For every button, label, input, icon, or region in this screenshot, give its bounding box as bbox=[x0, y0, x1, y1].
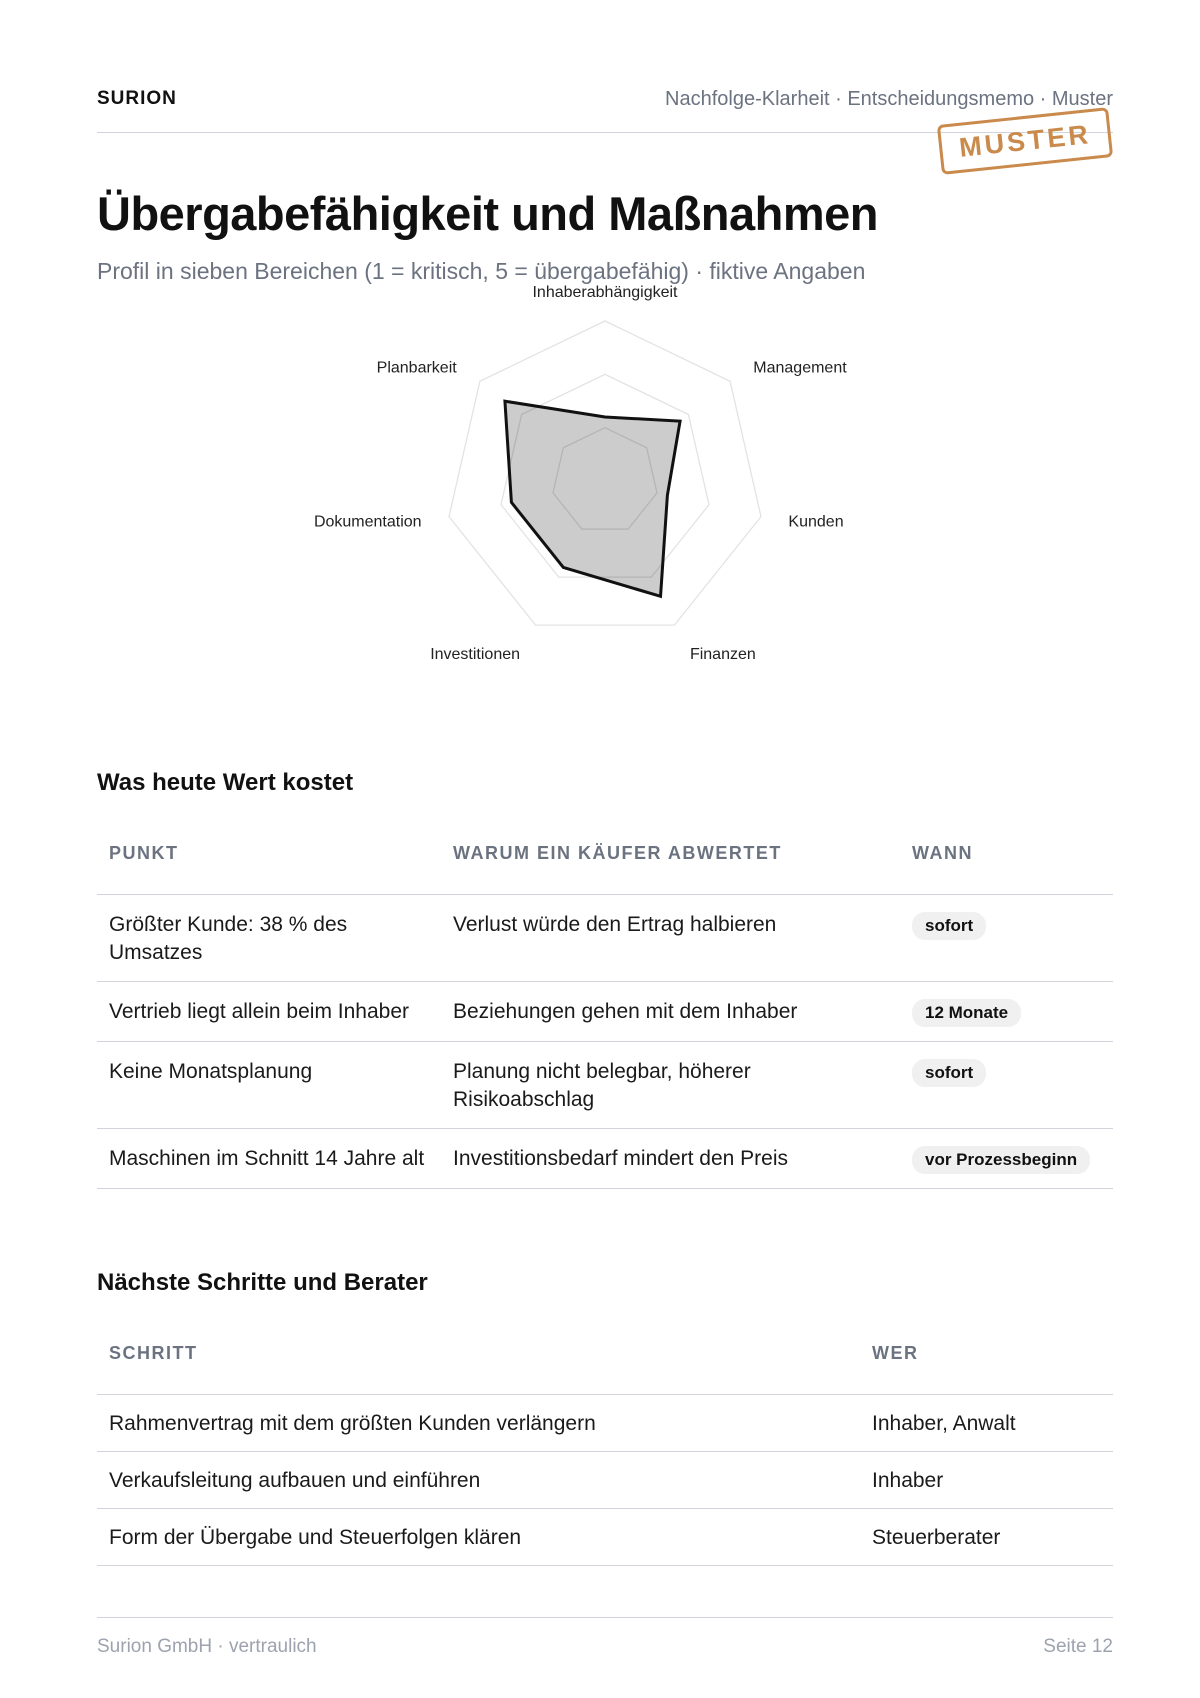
cell-punkt: Maschinen im Schnitt 14 Jahre alt bbox=[97, 1129, 441, 1189]
radar-data bbox=[505, 401, 680, 596]
header-meta: Nachfolge-Klarheit · Entscheidungsmemo · Muster bbox=[665, 88, 1113, 110]
footer-divider bbox=[97, 1617, 1113, 1618]
cell-warum: Planung nicht belegbar, höherer Risikoabschlag bbox=[441, 1042, 900, 1129]
table-row bbox=[97, 1395, 1113, 1452]
column-header-punkt: PUNKT bbox=[97, 812, 441, 895]
cell-wann bbox=[900, 895, 1113, 982]
cell-wer: Steuerberater bbox=[860, 1509, 1113, 1566]
radar-axis-label: Inhaberabhängigkeit bbox=[532, 284, 678, 301]
cell-punkt: Größter Kunde: 38 % des Umsatzes bbox=[97, 895, 441, 982]
value-risks-table bbox=[97, 812, 1113, 1189]
table-row bbox=[97, 1129, 1113, 1189]
page-header bbox=[97, 88, 1113, 112]
cell-schritt: Verkaufsleitung aufbauen und einführen bbox=[97, 1452, 860, 1509]
timing-badge: 12 Monate bbox=[912, 999, 1021, 1027]
cell-punkt: Keine Monatsplanung bbox=[97, 1042, 441, 1129]
next-steps-table bbox=[97, 1312, 1113, 1566]
radar-axis-label: Kunden bbox=[788, 513, 844, 531]
radar-axis-label: Planbarkeit bbox=[376, 359, 457, 377]
brand-name: SURION bbox=[97, 88, 177, 109]
cell-wer: Inhaber bbox=[860, 1452, 1113, 1509]
radar-chart bbox=[97, 284, 1113, 715]
table-row bbox=[97, 895, 1113, 982]
timing-badge: sofort bbox=[912, 1059, 986, 1087]
section-title-value-risks: Was heute Wert kostet bbox=[97, 769, 354, 796]
table-row bbox=[97, 982, 1113, 1042]
radar-axis-label: Management bbox=[753, 359, 847, 377]
cell-punkt: Vertrieb liegt allein beim Inhaber bbox=[97, 982, 441, 1042]
radar-series-area bbox=[505, 401, 680, 596]
column-header-schritt: SCHRITT bbox=[97, 1312, 860, 1395]
radar-axis-label: Investitionen bbox=[430, 645, 521, 663]
cell-wann bbox=[900, 1042, 1113, 1129]
radar-axis-label: Finanzen bbox=[689, 645, 756, 663]
footer-company: Surion GmbH · vertraulich bbox=[97, 1636, 317, 1657]
column-header-wann: WANN bbox=[900, 812, 1113, 895]
footer-page-number: Seite 12 bbox=[1043, 1636, 1113, 1657]
cell-schritt: Form der Übergabe und Steuerfolgen klären bbox=[97, 1509, 860, 1566]
page-title: Übergabefähigkeit und Maßnahmen bbox=[97, 187, 878, 240]
cell-warum: Verlust würde den Ertrag halbieren bbox=[441, 895, 900, 982]
radar-axis-label: Dokumentation bbox=[313, 513, 422, 531]
column-header-warum: WARUM EIN KÄUFER ABWERTET bbox=[441, 812, 900, 895]
cell-wann bbox=[900, 982, 1113, 1042]
cell-wer: Inhaber, Anwalt bbox=[860, 1395, 1113, 1452]
section-title-next-steps: Nächste Schritte und Berater bbox=[97, 1269, 428, 1296]
muster-stamp: MUSTER bbox=[937, 107, 1113, 175]
table-row bbox=[97, 1452, 1113, 1509]
column-header-wer: WER bbox=[860, 1312, 1113, 1395]
table-row bbox=[97, 1042, 1113, 1129]
timing-badge: vor Prozessbeginn bbox=[912, 1146, 1090, 1174]
cell-wann bbox=[900, 1129, 1113, 1189]
cell-warum: Investitionsbedarf mindert den Preis bbox=[441, 1129, 900, 1189]
table-header-row bbox=[97, 1312, 1113, 1395]
cell-schritt: Rahmenvertrag mit dem größten Kunden verlängern bbox=[97, 1395, 860, 1452]
timing-badge: sofort bbox=[912, 912, 986, 940]
page-subtitle: Profil in sieben Bereichen (1 = kritisch, 5 = übergabefähig) · fiktive Angaben bbox=[97, 258, 866, 284]
table-row bbox=[97, 1509, 1113, 1566]
cell-warum: Beziehungen gehen mit dem Inhaber bbox=[441, 982, 900, 1042]
table-header-row bbox=[97, 812, 1113, 895]
